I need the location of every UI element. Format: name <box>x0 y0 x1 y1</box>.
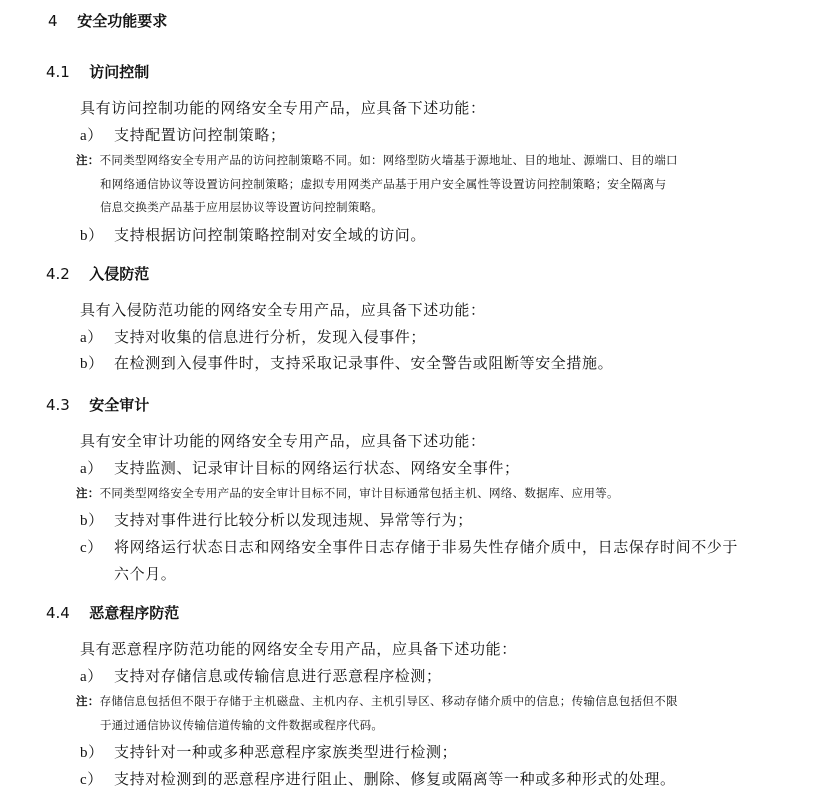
subsection-heading-4-2: 4.2 入侵防范 <box>46 265 150 283</box>
note-4-3: 注：不同类型网络安全专用产品的安全审计目标不同，审计目标通常包括主机、网络、数据库、应用等。 <box>76 486 619 500</box>
intro-paragraph-4-4: 具有恶意程序防范功能的网络安全专用产品，应具备下述功能： <box>80 640 517 658</box>
list-item-4-3-c-continuation: 六个月。 <box>114 565 177 583</box>
list-item-4-4-c: c） 支持对检测到的恶意程序进行阻止、删除、修复或隔离等一种或多种形式的处理。 <box>80 770 676 788</box>
list-item-4-4-a: a） 支持对存储信息或传输信息进行恶意程序检测； <box>80 667 442 685</box>
list-item-4-3-c: c） 将网络运行状态日志和网络安全事件日志存储于非易失性存储介质中，日志保存时间不少于 <box>80 538 739 556</box>
section-title: 安全功能要求 <box>77 12 168 30</box>
section-number: 4 <box>48 12 58 30</box>
subsection-heading-4-4: 4.4 恶意程序防范 <box>46 604 180 622</box>
note-4-1: 注：不同类型网络安全专用产品的访问控制策略不同。如：网络型防火墙基于源地址、目的地址、源端口、目的端口 <box>76 153 678 167</box>
list-item-4-2-a: a） 支持对收集的信息进行分析，发现入侵事件； <box>80 328 427 346</box>
list-item-4-3-b: b） 支持对事件进行比较分析以发现违规、异常等行为； <box>80 511 473 529</box>
intro-paragraph-4-3: 具有安全审计功能的网络安全专用产品，应具备下述功能： <box>80 432 486 450</box>
note-4-4: 注：存储信息包括但不限于存储于主机磁盘、主机内存、主机引导区、移动存储介质中的信息；传输信息包括但不限 <box>76 694 678 708</box>
subsection-heading-4-3: 4.3 安全审计 <box>46 396 150 414</box>
list-item-4-4-b: b） 支持针对一种或多种恶意程序家族类型进行检测； <box>80 743 458 761</box>
note-4-1-line3: 信息交换类产品基于应用层协议等设置访问控制策略。 <box>100 200 384 214</box>
intro-paragraph-4-1: 具有访问控制功能的网络安全专用产品，应具备下述功能： <box>80 99 486 117</box>
list-item-4-1-a: a） 支持配置访问控制策略； <box>80 126 286 144</box>
subsection-heading-4-1: 4.1 访问控制 <box>46 63 150 81</box>
intro-paragraph-4-2: 具有入侵防范功能的网络安全专用产品，应具备下述功能： <box>80 301 486 319</box>
section-heading <box>48 10 167 31</box>
note-4-1-line2: 和网络通信协议等设置访问控制策略；虚拟专用网类产品基于用户安全属性等设置访问控制策略；安全隔离与 <box>100 177 667 191</box>
note-4-4-line2: 于通过通信协议传输信道传输的文件数据或程序代码。 <box>100 718 384 732</box>
list-item-4-2-b: b） 在检测到入侵事件时，支持采取记录事件、安全警告或阻断等安全措施。 <box>80 354 614 372</box>
list-item-4-1-b: b） 支持根据访问控制策略控制对安全域的访问。 <box>80 226 427 244</box>
list-item-4-3-a: a） 支持监测、记录审计目标的网络运行状态、网络安全事件； <box>80 459 520 477</box>
